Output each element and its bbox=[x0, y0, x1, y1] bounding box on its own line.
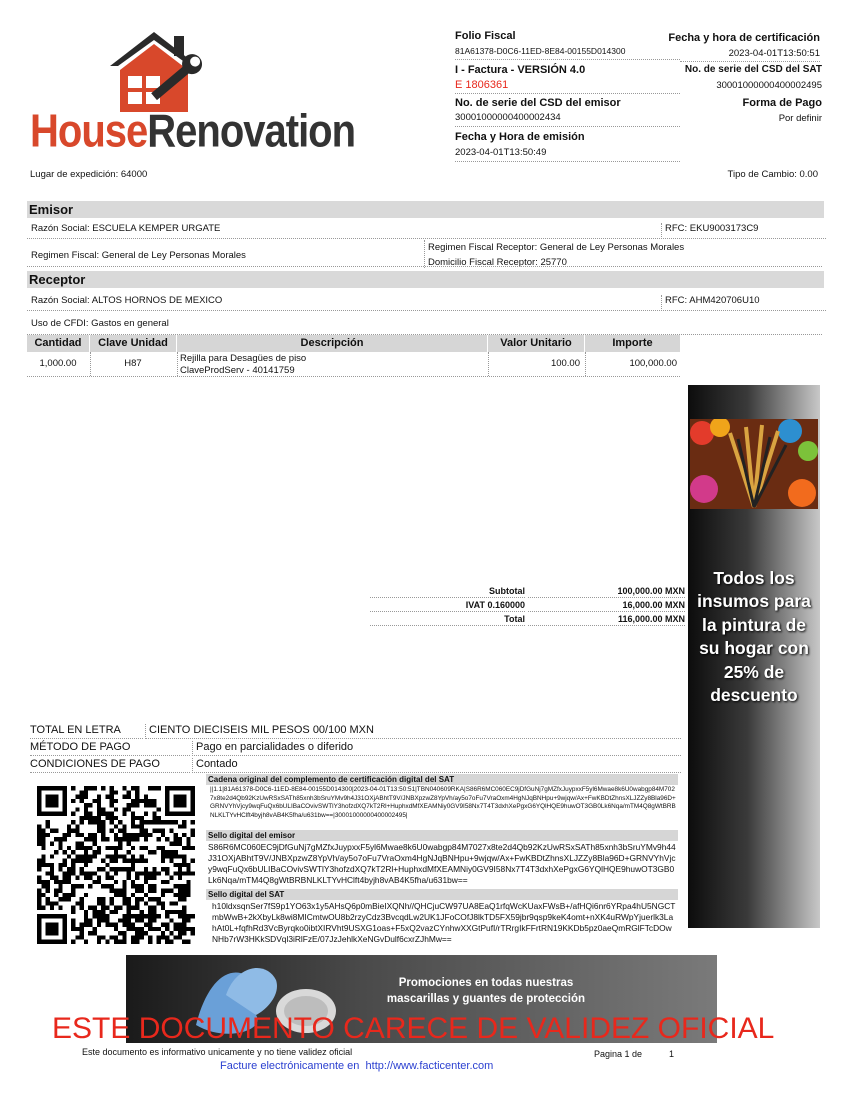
emisor-rfc: RFC: EKU9003173C9 bbox=[661, 223, 826, 239]
subtotal-label: Subtotal bbox=[370, 586, 525, 598]
side-ad-banner[interactable] bbox=[688, 385, 820, 928]
subtotal-value: 100,000.00 MXN bbox=[528, 586, 685, 598]
facture-link[interactable] bbox=[220, 1060, 493, 1072]
emision-value: 2023-04-01T13:50:49 bbox=[455, 147, 680, 162]
metodo-pago-value: Pago en parcialidades o diferido bbox=[192, 741, 681, 756]
page-label: Pagina 1 de bbox=[594, 1049, 643, 1059]
series-folio: E 1806361 bbox=[455, 79, 680, 94]
emisor-section-title: Emisor bbox=[27, 201, 824, 218]
item-cantidad: 1,000.00 bbox=[39, 358, 77, 369]
col-header-valor-unitario: Valor Unitario bbox=[488, 335, 584, 352]
col-header-descripcion: Descripción bbox=[177, 335, 487, 352]
receptor-section-title: Receptor bbox=[27, 271, 824, 288]
cadena-original-text: ||1.1|81A61378-D0C6-11ED-8E84-00155D014300|2023-04-01T13:50:51|TBN040609RKA|S86R6MC060EC9jDfGuNj7gMZfxJuypxxF5yl6Mwae8k6U0wabgp84M7027x8te2d4Qb92KzUwRSxSATh85xnh3bSruYMv9h4J31OXjABhtT9V/JNBXpzwZ8YpVh/ay5o7oFu7VraOxm4HgNJqBNHpu+9wjqw/Ax+FwKBDtZhnsXLJZZy8Bla96D+GRNVYhVjcy9wqFuQx6bULIBaCOvivSWTlY3hofzdXQ7kT2Rl+HuphxdMfXEAMNiy0GV9I58Nx7T4T3dxhXePgxG6YQlHQE9huwOT3GB0Lk6Nqa/mTM4Q8gWtBRBNLKLTYvHClft4byjh8vAB4K5fha/u631bw==|30001000000400002495| bbox=[210, 786, 676, 819]
invoice-type: I - Factura - VERSIÓN 4.0 bbox=[455, 64, 586, 76]
total-letra-value: CIENTO DIECISEIS MIL PESOS 00/100 MXN bbox=[145, 724, 681, 739]
lugar-expedicion: Lugar de expedición: 64000 bbox=[30, 169, 148, 180]
col-header-cantidad: Cantidad bbox=[27, 335, 89, 352]
sello-emisor-text: S86R6MC060EC9jDfGuNj7gMZfxJuypxxF5yl6Mwae8k6U0wabgp84M7027x8te2d4Qb92KzUwRSxSATh85xnh3bSruYMv9h44J31OXjABhtT9V/JNBXpzwZ8YpVh/ay5o7oFu7VraOxm4HgNJqBNHpu+9wjqw/Ax+FwKBDtZhnsXLJZZy8Bla96D+GRNVYhVjcy9wqFuQx6bULIBaCOvivSWTlY3hofzdXQ7kT2Rl+HuphxdMfXEAMNiy0GV9I58Nx7T4T3dxhXePgxG6YQlHQE9huwOT3GB0Lk6Nqa/mTM4Q8gWtBRBNLKLTYvHClft4byjh8vAB4K5fha/u631bw== bbox=[208, 842, 676, 885]
facture-text: Facture electrónicamente en bbox=[220, 1060, 360, 1072]
footer-info: Este documento es informativo unicamente y no tiene validez oficial bbox=[82, 1047, 353, 1057]
logo-text-renovation: Renovation bbox=[147, 106, 356, 157]
uso-cfdi: Uso de CFDI: Gastos en general bbox=[27, 318, 822, 335]
condiciones-pago-label: CONDICIONES DE PAGO bbox=[30, 758, 190, 773]
house-logo bbox=[30, 26, 356, 157]
item-descripcion: Rejilla para Desagües de piso bbox=[180, 353, 307, 364]
receptor-rfc: RFC: AHM420706U10 bbox=[661, 295, 826, 311]
col-header-importe: Importe bbox=[585, 335, 680, 352]
folio-value: 81A61378-D0C6-11ED-8E84-00155D014300 bbox=[455, 46, 680, 60]
side-ad-text: Todos los insumos para la pintura de su hogar con 25% de descuento bbox=[697, 568, 811, 706]
cert-value: 2023-04-01T13:50:51 bbox=[680, 48, 820, 62]
col-header-clave-unidad: Clave Unidad bbox=[90, 335, 176, 352]
sello-sat-title: Sello digital del SAT bbox=[206, 889, 678, 900]
sello-sat-text: h10ldxsqnSer7fS9p1YO63x1y5AHsQ6p0mBieIXQNh//QHCjuCW97UA8EaQ1rfqWcKUaxFWsB+/afHQi6nr6YRpa4hU5NGCTmbWwB+2kXbyLk8wi8MICmtwOU8b2rzyCdz3BvcqdLw2UK1JFoCOfJ8lkTD5FX59jbr9qsp9keK4omt+nXK4uRWpYjuerlk3LahAt0L+fqfhRd3VcByrqko0ibtXIRVht9USXG1oas+F5xQ2vazCYnhwXXGtPufI/rTRrgIkFFrtRN19KKDb5pz0aeQmRGlFTcDOwNHb7rW3HKkSDVql3iRlFzE/07JzJehlkXeNGvDulf6cxrZJhMw== bbox=[212, 901, 676, 944]
csd-emisor-value: 30001000000400002434 bbox=[455, 112, 680, 127]
csd-sat-value: 30001000000400002495 bbox=[716, 80, 822, 91]
csd-sat-label: No. de serie del CSD del SAT bbox=[684, 64, 822, 75]
emisor-razon: Razón Social: ESCUELA KEMPER URGATE bbox=[27, 223, 664, 239]
item-clave-unidad: H87 bbox=[124, 358, 142, 369]
forma-pago-value: Por definir bbox=[778, 113, 822, 124]
item-valor-unitario: 100.00 bbox=[550, 358, 580, 369]
facture-url[interactable]: http://www.facticenter.com bbox=[365, 1060, 494, 1072]
qr-code bbox=[37, 786, 195, 944]
emisor-regimen: Regimen Fiscal: General de Ley Personas Morales bbox=[31, 250, 246, 261]
regimen-receptor: Regimen Fiscal Receptor: General de Ley Personas Morales bbox=[428, 242, 685, 253]
metodo-pago-label: MÉTODO DE PAGO bbox=[30, 741, 190, 756]
total-letra-label: TOTAL EN LETRA bbox=[30, 724, 143, 739]
total-value: 116,000.00 MXN bbox=[528, 614, 685, 626]
paint-brushes-image bbox=[690, 419, 818, 509]
item-clave-prod: ClaveProdServ - 40141759 bbox=[180, 365, 295, 376]
csd-emisor-label: No. de serie del CSD del emisor bbox=[455, 97, 621, 109]
folio-label: Folio Fiscal bbox=[455, 30, 516, 42]
sello-emisor-title: Sello digital del emisor bbox=[206, 830, 678, 841]
cert-label: Fecha y hora de certificación bbox=[668, 32, 820, 44]
total-label: Total bbox=[370, 614, 525, 626]
house-wrench-icon bbox=[30, 26, 265, 116]
watermark-invalid: ESTE DOCUMENTO CARECE DE VALIDEZ OFICIAL bbox=[52, 1012, 775, 1045]
iva-value: 16,000.00 MXN bbox=[528, 600, 685, 612]
iva-label: IVAT 0.160000 bbox=[370, 600, 525, 612]
forma-pago-label: Forma de Pago bbox=[742, 97, 822, 109]
item-importe: 100,000.00 bbox=[629, 358, 677, 369]
emision-label: Fecha y Hora de emisión bbox=[455, 131, 585, 143]
cadena-original-title: Cadena original del complemento de certificación digital del SAT bbox=[206, 774, 678, 785]
bottom-ad-text: Promociones en todas nuestras mascarillas y guantes de protección bbox=[386, 977, 586, 1005]
page-total: 1 bbox=[669, 1049, 675, 1059]
table-row bbox=[27, 352, 680, 377]
tipo-cambio: Tipo de Cambio: 0.00 bbox=[727, 169, 818, 180]
receptor-razon: Razón Social: ALTOS HORNOS DE MEXICO bbox=[27, 295, 664, 311]
condiciones-pago-value: Contado bbox=[192, 758, 681, 773]
logo-text-house: House bbox=[30, 106, 148, 157]
domicilio-receptor: Domicilio Fiscal Receptor: 25770 bbox=[428, 257, 567, 268]
